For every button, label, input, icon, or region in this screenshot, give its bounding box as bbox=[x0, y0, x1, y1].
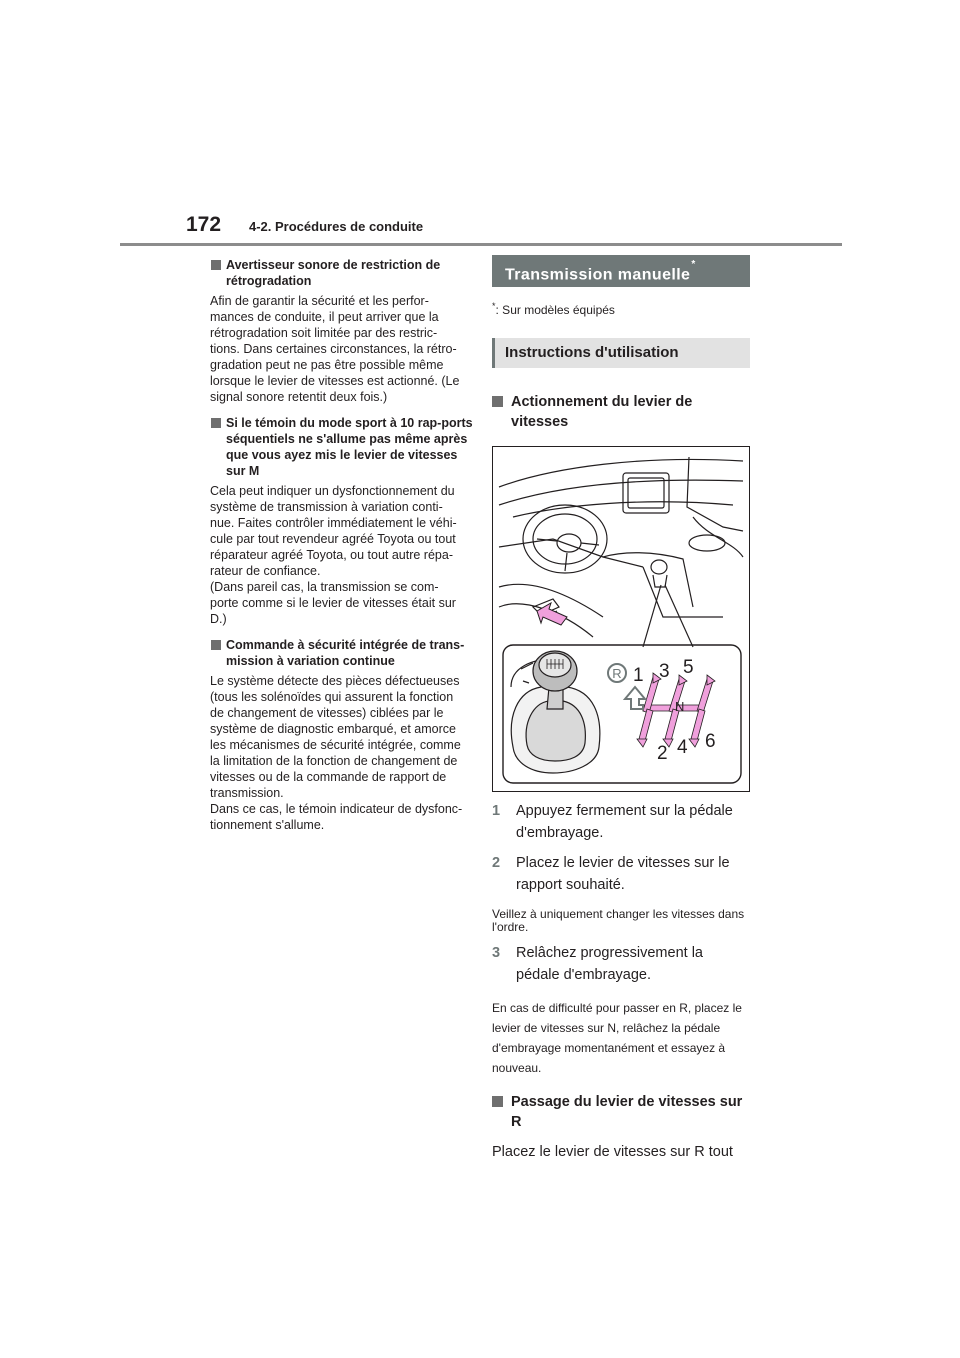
gear-r-label: R bbox=[612, 666, 622, 681]
subsection-title: Instructions d'utilisation bbox=[492, 338, 750, 368]
header-rule bbox=[120, 243, 842, 246]
left-column bbox=[210, 255, 474, 843]
square-bullet-icon bbox=[211, 640, 221, 650]
square-bullet-icon bbox=[492, 1096, 503, 1107]
gear-6-label: 6 bbox=[705, 731, 716, 752]
block-sport-mode bbox=[210, 415, 474, 627]
paragraph: Le système détecte des pièces défectueuses (tous les solénoïdes qui assurent la fonction de changement de vitesses) ciblées par le système de diagnostic embarqué, et amorce les mécanismes de sécurité intégrée, comme la limitation de la fonction de changement de vitesses ou de la commande de rapport de transmission. Dans ce cas, le témoin indicateur de dysfonc- tionnement s'allume. bbox=[210, 674, 463, 832]
gear-n-label: N bbox=[675, 699, 685, 714]
note-reverse: En cas de difficulté pour passer en R, placez le levier de vitesses sur N, relâchez la pédale d'embrayage momentanément et essayez à nouveau. bbox=[492, 1001, 742, 1075]
page-header bbox=[0, 0, 960, 250]
footnote: *: Sur modèles équipés bbox=[492, 301, 615, 317]
paragraph: Cela peut indiquer un dysfonctionnement du système de transmission à variation conti- nue. Faites contrôler immédiatement le véhi- cule par tout revendeur agréé Toyota ou tout réparateur agréé Toyota, ou tout autre répa- rateur de confiance. (Dans pareil cas, la transmission se com- porte comme si le levier de vitesses était sur D.) bbox=[210, 484, 457, 626]
gear-4-label: 4 bbox=[677, 737, 688, 758]
heading-reverse: Passage du levier de vitesses sur R bbox=[492, 1092, 750, 1132]
gear-5-label: 5 bbox=[683, 657, 694, 678]
block-downshift bbox=[210, 257, 474, 405]
square-bullet-icon bbox=[211, 260, 221, 270]
subheading: Commande à sécurité intégrée de trans-mission à variation continue bbox=[210, 637, 474, 669]
gear-1-label: 1 bbox=[633, 665, 644, 686]
section-banner: Transmission manuelle* bbox=[492, 255, 750, 287]
gear-2-label: 2 bbox=[657, 743, 668, 764]
step-3: 3 Relâchez progressivement la pédale d'embrayage. bbox=[492, 945, 703, 983]
block-failsafe bbox=[210, 637, 474, 833]
right-column bbox=[492, 255, 750, 1162]
subheading: Avertisseur sonore de restriction de rétrogradation bbox=[210, 257, 474, 289]
step-1: 1 Appuyez fermement sur la pédale d'embrayage. bbox=[492, 803, 733, 841]
section-title: 4-2. Procédures de conduite bbox=[249, 219, 424, 234]
square-bullet-icon bbox=[211, 418, 221, 428]
step-2: 2 Placez le levier de vitesses sur le rapport souhaité. bbox=[492, 855, 730, 893]
note-sequence: Veillez à uniquement changer les vitesses dans l'ordre. bbox=[492, 907, 745, 934]
paragraph: Afin de garantir la sécurité et les perfor- mances de conduite, il peut arriver que la rétrogradation soit limitée par des restric- tions. Dans certaines circonstances, la rétro- gradation peut ne pas être possible même lorsque le levier de vitesses est actionné. (Le signal sonore retentit deux fois.) bbox=[210, 294, 460, 404]
paragraph-reverse: Placez le levier de vitesses sur R tout bbox=[492, 1144, 733, 1160]
gear-3-label: 3 bbox=[659, 661, 670, 682]
heading-lever-operation: Actionnement du levier de vitesses bbox=[492, 392, 750, 432]
gear-shift-illustration bbox=[492, 446, 750, 792]
page-number: 172 bbox=[186, 213, 222, 236]
square-bullet-icon bbox=[492, 396, 503, 407]
subheading: Si le témoin du mode sport à 10 rap-ports séquentiels ne s'allume pas même après que vous ayez mis le levier de vitesses sur M bbox=[210, 415, 474, 479]
